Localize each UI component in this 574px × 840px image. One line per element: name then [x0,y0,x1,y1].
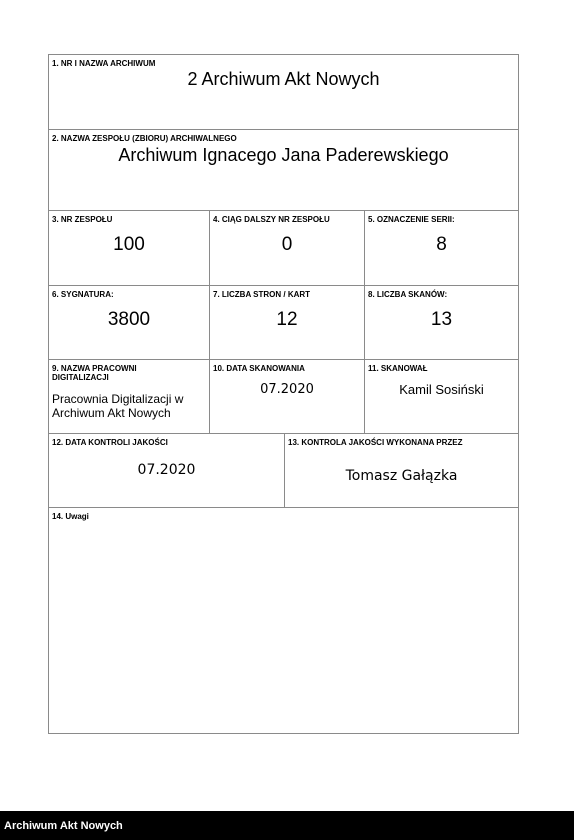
fond-name-label: 2. NAZWA ZESPOŁU (ZBIORU) ARCHIWALNEGO [52,134,237,143]
qc-by-label: 13. KONTROLA JAKOŚCI WYKONANA PRZEZ [288,438,463,447]
qc-by-cell [285,434,518,508]
lab-value-line1: Pracownia Digitalizacji w [52,392,184,406]
footer-text: Archiwum Akt Nowych [4,820,123,832]
scan-date-value: 07.2020 [260,382,314,397]
series-value: 8 [436,234,447,255]
signature-cell [49,286,210,360]
qc-date-value: 07.2020 [137,462,196,478]
scanned-by-label: 11. SKANOWAŁ [368,364,428,373]
qc-date-label: 12. DATA KONTROLI JAKOŚCI [52,438,168,447]
scans-label: 8. LICZBA SKANÓW: [368,290,448,299]
footer-bar [0,811,574,840]
fond-name-cell [49,130,518,211]
lab-cell [49,360,210,434]
fond-number-label: 3. NR ZESPOŁU [52,215,113,224]
fond-continuation-value: 0 [281,234,293,255]
scanned-by-value: Kamil Sosiński [399,382,484,397]
qc-by-value: Tomasz Gałązka [345,468,458,484]
qc-date-cell [49,434,285,508]
series-label: 5. OZNACZENIE SERII: [368,215,455,224]
lab-value-line2: Archiwum Akt Nowych [52,406,171,420]
notes-cell [49,508,518,733]
pages-label: 7. LICZBA STRON / KART [213,290,311,299]
lab-label-line2: DIGITALIZACJI [52,373,109,382]
fond-number-cell [49,211,210,286]
scans-cell [365,286,518,360]
notes-label: 14. Uwagi [52,512,89,521]
scan-date-cell [210,360,365,434]
fond-number-value: 100 [113,234,145,255]
pages-value: 12 [276,309,298,330]
scanned-by-cell [365,360,518,434]
lab-label-line1: 9. NAZWA PRACOWNI [52,364,137,373]
archive-cell [49,55,518,130]
series-cell [365,211,518,286]
archive-label: 1. NR I NAZWA ARCHIWUM [52,59,156,68]
signature-label: 6. SYGNATURA: [52,290,114,299]
fond-continuation-label: 4. CIĄG DALSZY NR ZESPOŁU [213,215,330,224]
archive-value: 2 Archiwum Akt Nowych [187,69,380,89]
scans-value: 13 [430,309,453,330]
signature-value: 3800 [107,309,151,330]
fond-continuation-cell [210,211,365,286]
scan-date-label: 10. DATA SKANOWANIA [213,364,305,373]
pages-cell [210,286,365,360]
fond-name-value: Archiwum Ignacego Jana Paderewskiego [118,145,449,165]
metadata-card [48,54,519,734]
